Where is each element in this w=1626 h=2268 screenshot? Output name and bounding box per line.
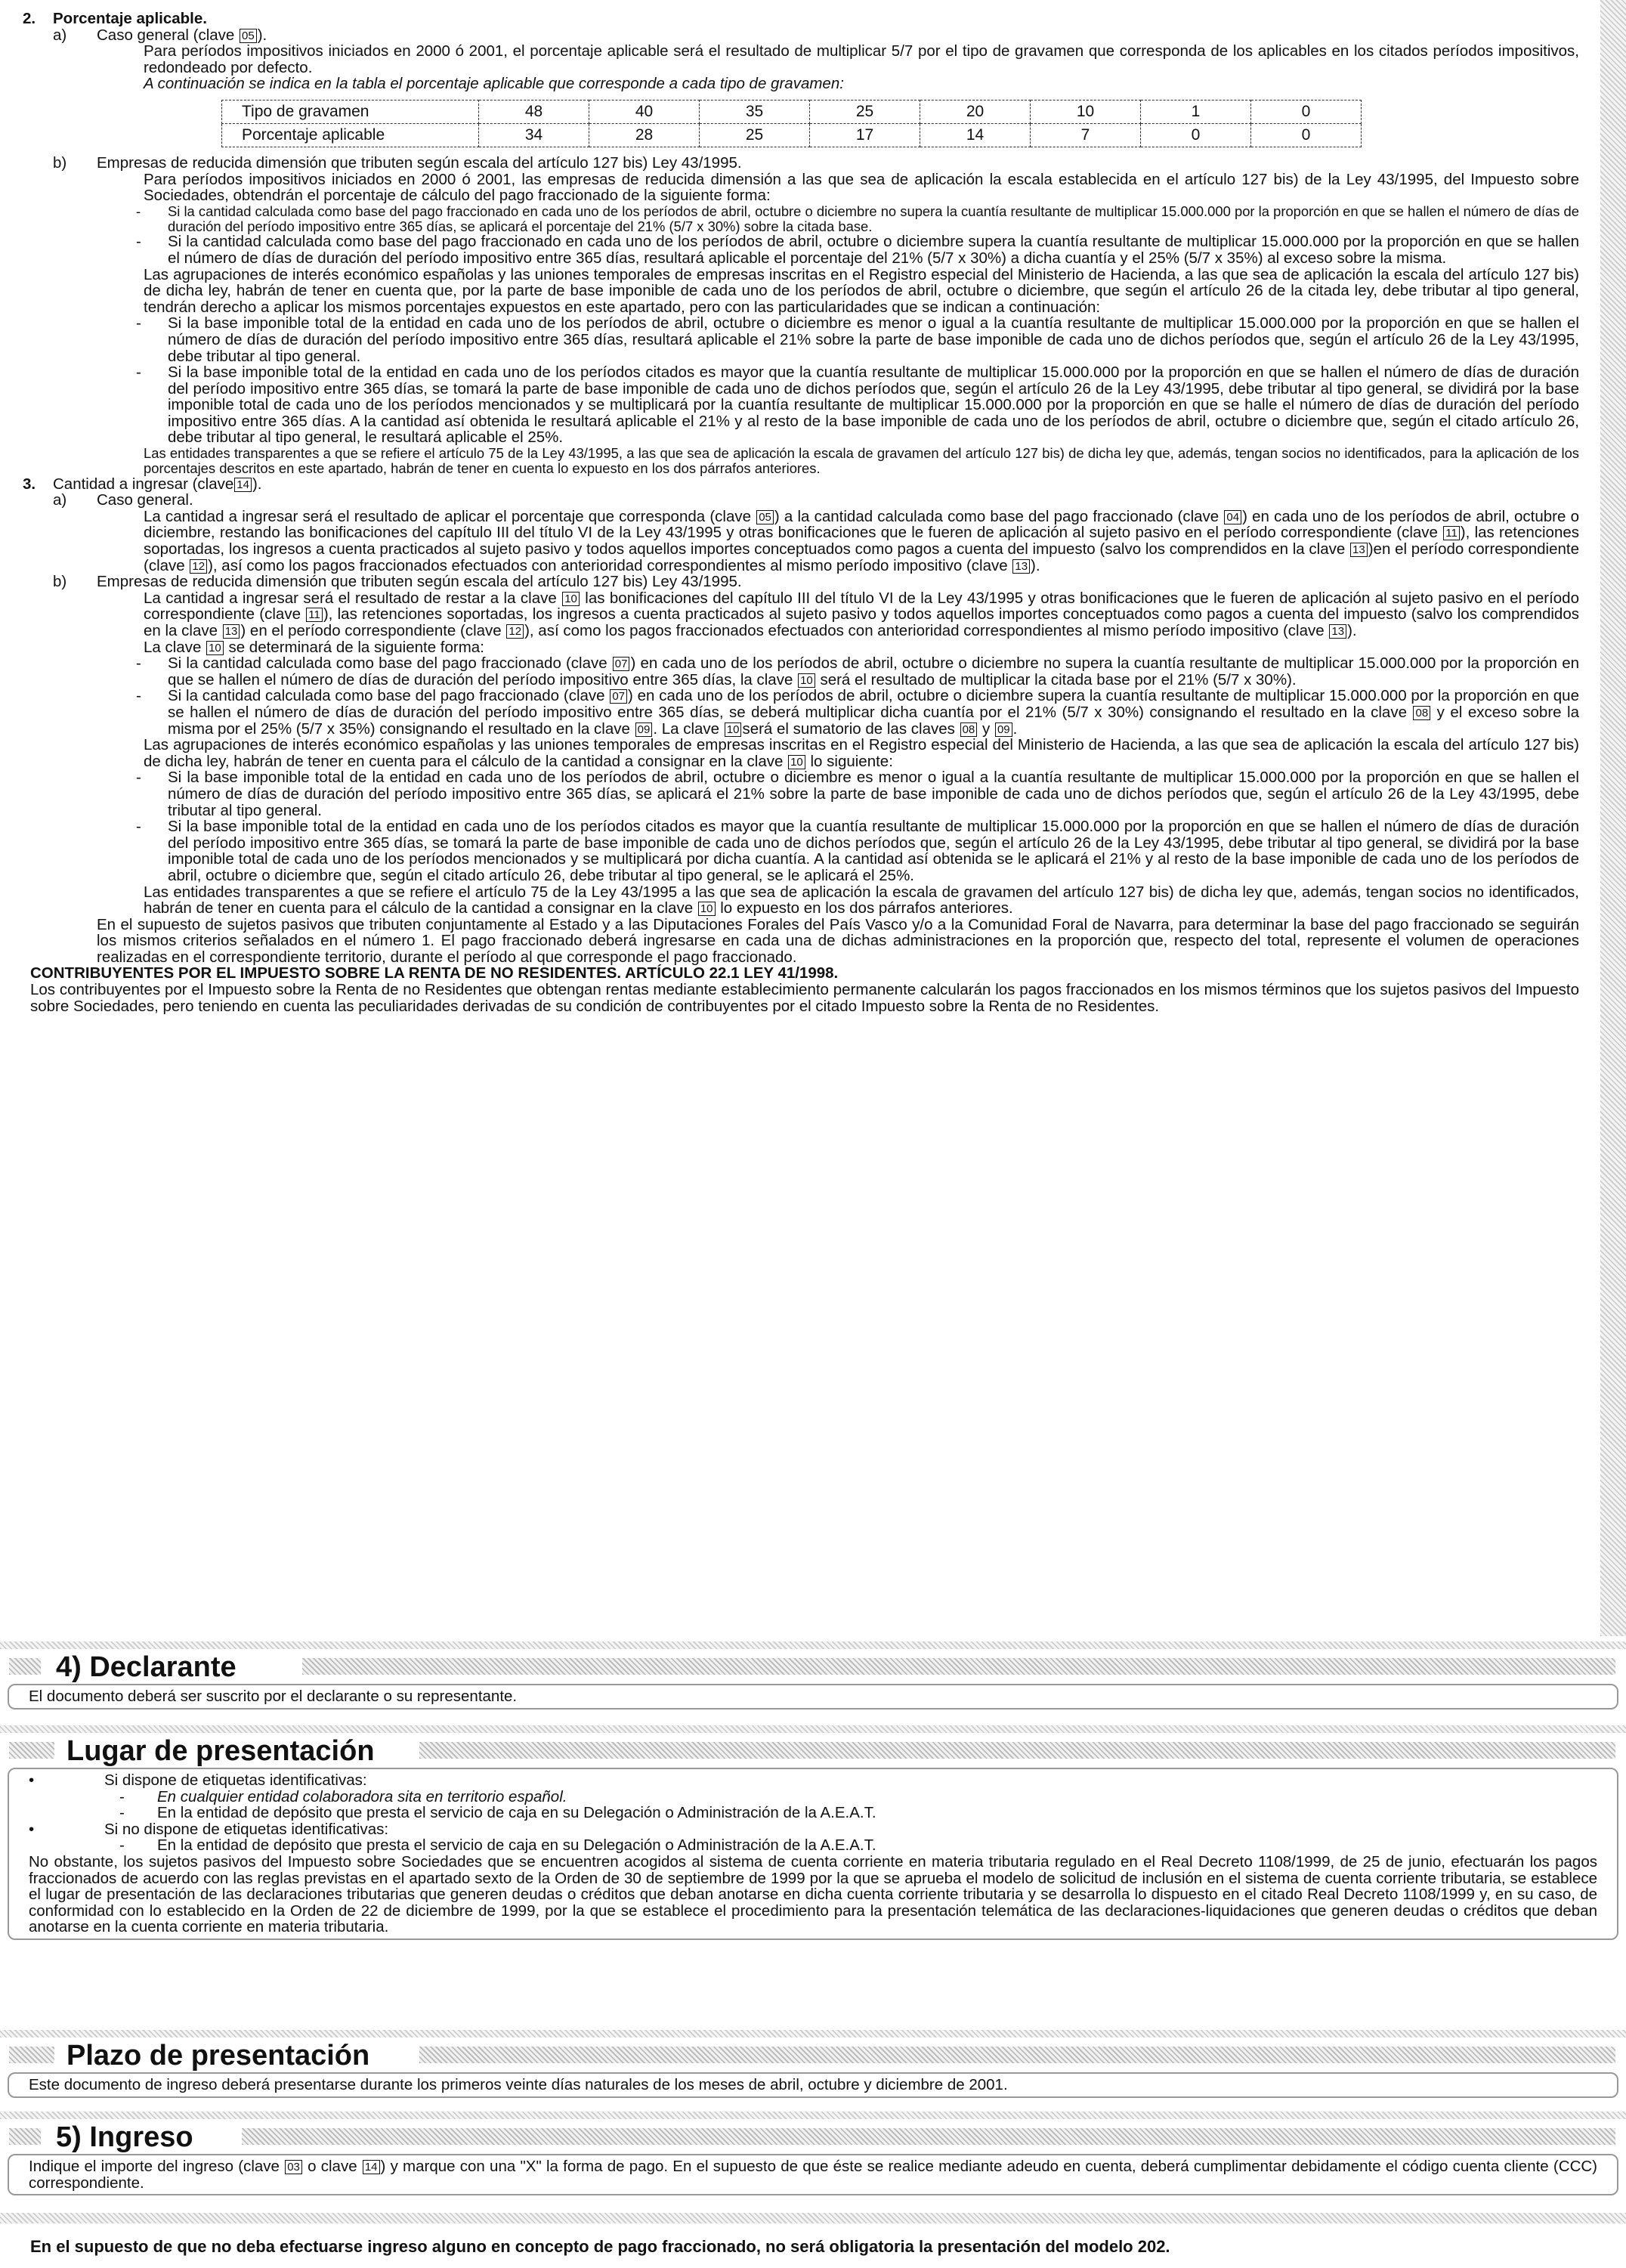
section-3a-title: Caso general. xyxy=(97,491,193,509)
paragraph: El documento deberá ser suscrito por el declarante o su representante. xyxy=(29,1688,518,1705)
table-cell: 35 xyxy=(700,100,810,123)
lugar-section xyxy=(0,1736,1626,1940)
section-body xyxy=(8,1768,1618,1940)
paragraph: La cantidad a ingresar será el resultado de restar a la clave 10 las bonificaciones del capítulo III del título VI de la Ley 43/1995 y otras bonificaciones que le fueren de aplicación al sujeto pasivo en el período correspondiente (clave 11 ), las retenciones soportadas, los ingresos a cuenta practicados al sujeto pasivo y todos aquellos importes conceptuados como pagos a cuenta del impuesto (salvo los comprendidos en la clave 13 ) en el período correspondiente (clave 12 ), así como los pagos fraccionados efectuados con anterioridad correspondientes al mismo período impositivo (clave 13 ). xyxy=(144,589,1579,639)
paragraph: Para períodos impositivos iniciados en 2000 ó 2001, las empresas de reducida dimensión a las que sea de aplicación la escala establecida en el artículo 127 bis) de la Ley 43/1995, del Impuesto sobre Sociedades, obtendrán el porcentaje de cálculo del pago fraccionado de la siguiente forma: xyxy=(144,170,1579,205)
nonresident-heading: CONTRIBUYENTES POR EL IMPUESTO SOBRE LA RENTA DE NO RESIDENTES. ARTÍCULO 22.1 LEY 41/1998. xyxy=(30,964,839,982)
plazo-section xyxy=(0,2041,1626,2098)
section-3a-heading xyxy=(23,492,1579,509)
section-2-title: Porcentaje aplicable. xyxy=(53,10,207,27)
list-item: - Si la base imponible total de la entidad en cada uno de los períodos citados es mayor que la cuantía resultante de multiplicar 15.000.000 por la proporción en que se hallen el número de días de duración del período impositivo entre 365 días, se tomará la parte de base imponible de cada uno de dichos períodos que, según el artículo 26 de la Ley 43/1995, debe tributar al tipo general, se dividirá por la base imponible total de cada uno de los períodos mencionados y se multiplicará por la cuantía resultante de multiplicar 15.000.000 por la proporción en que se halle el número de días de duración del período impositivo entre 365 días. A la cantidad así obtenida le resultará aplicable el 21% y al resto de la base imponible de cada uno de los períodos de abril, octubre o diciembre que, según el citado artículo 26, debe tributar al tipo general, le resultará aplicable el 25%. xyxy=(136,364,1579,447)
paragraph: A continuación se indica en la tabla el porcentaje aplicable que corresponde a cada tipo de gravamen: xyxy=(144,75,844,93)
key-box: 08 xyxy=(960,722,978,737)
paragraph: La clave 10 se determinará de la siguiente forma: xyxy=(144,638,484,656)
paragraph: Los contribuyentes por el Impuesto sobre la Renta de no Residentes que obtengan rentas mediante establecimiento permanente calcularán los pagos fraccionados en los mismos términos que los sujetos pasivos del Impuesto sobre Sociedades, pero teniendo en cuenta las peculiaridades derivadas de su condición de contribuyentes por el citado Impuesto sobre la Renta de no Residentes. xyxy=(30,981,1579,1015)
list-item: • Si dispone de etiquetas identificativas: xyxy=(29,1771,367,1789)
section-2b-heading xyxy=(23,155,1579,172)
key-box: 10 xyxy=(698,902,716,916)
key-box: 13 xyxy=(1350,543,1368,557)
key-box: 10 xyxy=(788,755,805,769)
section-title: Lugar de presentación xyxy=(59,1736,382,1766)
section-title: Plazo de presentación xyxy=(59,2041,377,2071)
key-box: 12 xyxy=(190,559,207,574)
table-row xyxy=(222,123,1362,147)
section-3-number: 3. xyxy=(23,475,36,493)
list-item: - Si la cantidad calculada como base del pago fraccionado (clave 07 ) en cada uno de los períodos de abril, octubre o diciembre no supera la cuantía resultante de multiplicar 15.000.000 por la proporción en que se hallen el número de días de duración del período impositivo entre 365 días, la clave 10 será el resultado de multiplicar la citada base por el 21% (5/7 x 30%). xyxy=(136,654,1579,688)
table-cell: 48 xyxy=(479,100,589,123)
key-box: 10 xyxy=(562,592,580,606)
table-cell: 10 xyxy=(1031,100,1141,123)
table-cell: 17 xyxy=(810,123,920,147)
list-item: - En la entidad de depósito que presta el servicio de caja en su Delegación o Administración de la A.E.A.T. xyxy=(119,1804,876,1822)
paragraph: En el supuesto de sujetos pasivos que tributen conjuntamente al Estado y a las Diputaciones Forales del País Vasco y/o a la Comunidad Foral de Navarra, para determinar la base del pago fraccionado se seguirán los mismos criterios señalados en el número 1. El pago fraccionado deberá ingresarse en cada una de dichas administraciones en la proporción que, respecto del total, represente el volumen de operaciones realizadas en el correspondiente territorio, durante el período al que corresponde el pago fraccionado. xyxy=(97,915,1579,966)
key-box: 13 xyxy=(1012,559,1030,574)
section-2b-title: Empresas de reducida dimensión que tributen según escala del artículo 127 bis) Ley 43/1995. xyxy=(97,153,742,172)
table-cell: 0 xyxy=(1251,100,1362,123)
section-3b-title: Empresas de reducida dimensión que tributen según escala del artículo 127 bis) Ley 43/1995. xyxy=(97,573,742,591)
list-item: - En cualquier entidad colaboradora sita en territorio español. xyxy=(119,1787,567,1805)
section-title: 4) Declarante xyxy=(48,1652,244,1682)
declarante-section xyxy=(0,1652,1626,1710)
key-box: 12 xyxy=(506,624,524,639)
key-box: 05 xyxy=(756,510,774,524)
key-box: 11 xyxy=(306,608,323,622)
letter-a: a) xyxy=(53,26,67,44)
key-box: 07 xyxy=(610,689,627,704)
section-title: 5) Ingreso xyxy=(48,2122,201,2152)
key-box: 13 xyxy=(223,624,240,639)
rates-table xyxy=(221,100,1362,147)
list-item: - Si la base imponible total de la entidad en cada uno de los períodos citados es mayor que la cuantía resultante de multiplicar 15.000.000 por la proporción en que se hallen el número de días de duración del período impositivo entre 365 días, se tomará la parte de base imponible de cada uno de dichos períodos que, según el artículo 26 de la Ley 43/1995, debe tributar al tipo general, se dividirá por la base imponible total de cada uno de los períodos mencionados y se multiplicará por dicha cuantía. A la cantidad así obtenida se le aplicará el 21% y al resto de la base imponible de cada uno de los períodos de abril, octubre o diciembre que, según el citado artículo 26, debe tributar al tipo general, se le aplicará el 25%. xyxy=(136,818,1579,884)
letter-a: a) xyxy=(53,491,67,509)
section-body xyxy=(8,2072,1618,2098)
paragraph: La cantidad a ingresar será el resultado de aplicar el porcentaje que corresponda (clave 05 ) a la cantidad calculada como base del pago fraccionado (clave 04 ) en cada uno de los períodos de abril, octubre o diciembre, restando las bonificaciones del capítulo III del título VI de la Ley 43/1995 y otras bonificaciones que le fueren de aplicación al sujeto pasivo en el período correspondiente (clave 11 ), las retenciones soportadas, los ingresos a cuenta practicados al sujeto pasivo y todos aquellos importes conceptuados como pagos a cuenta del impuesto (salvo los comprendidos en la clave 13 )en el período correspondiente (clave 12 ), así como los pagos fraccionados efectuados con anterioridad correspondientes al mismo período impositivo (clave 13 ). xyxy=(144,507,1580,574)
key-box: 10 xyxy=(206,641,224,655)
table-cell: 0 xyxy=(1251,123,1362,147)
paragraph: Las agrupaciones de interés económico españolas y las uniones temporales de empresas inscritas en el Registro especial del Ministerio de Hacienda, a las que sea de aplicación la escala del artículo 127 bis) de dicha ley, habrán de tener en cuenta que, por la parte de base imponible de cada uno de los períodos de abril, octubre o diciembre, que según el artículo 26 de la citada ley, debe tributar al tipo general, tendrán derecho a aplicar los mismos porcentajes expuestos en este apartado, pero con las particularidades que se indican a continuación: xyxy=(144,265,1579,316)
letter-b: b) xyxy=(53,573,67,591)
table-cell: 25 xyxy=(810,100,920,123)
ingreso-section xyxy=(0,2122,1626,2195)
paragraph: Este documento de ingreso deberá presentarse durante los primeros veinte días naturales de los meses de abril, octubre y diciembre de 2001. xyxy=(29,2076,1008,2093)
key-box: 14 xyxy=(234,478,252,492)
table-cell: 0 xyxy=(1141,123,1251,147)
section-2a-heading xyxy=(23,27,1579,44)
table-row xyxy=(222,100,1362,123)
list-item: - Si la cantidad calculada como base del pago fraccionado en cada uno de los períodos de abril, octubre o diciembre supera la cuantía resultante de multiplicar 15.000.000 por la proporción en que se hallen el número de días de duración del período impositivo entre 365 días, resultará aplicable el porcentaje del 21% (5/7 x 30%) a dicha cuantía y el 25% (5/7 x 35%) al exceso sobre la misma. xyxy=(136,233,1579,267)
table-cell: 7 xyxy=(1031,123,1141,147)
key-box: 14 xyxy=(363,2160,380,2174)
list-item: - Si la base imponible total de la entidad en cada uno de los períodos de abril, octubre o diciembre es menor o igual a la cuantía resultante de multiplicar 15.000.000 por la proporción en que se hallen el número de días de duración del período impositivo entre 365 días, se aplicará el 21% sobre la parte de base imponible de cada uno de dichos períodos que, según el artículo 26 de la Ley 43/1995, debe tributar al tipo general. xyxy=(136,769,1579,819)
table-row-label: Tipo de gravamen xyxy=(222,100,479,123)
table-cell: 20 xyxy=(920,100,1031,123)
paragraph: Las entidades transparentes a que se refiere el artículo 75 de la Ley 43/1995, a las que sea de aplicación la escala de gravamen del artículo 127 bis) de dicha ley que, además, tengan socios no identificados, para la aplicación de los porcentajes descritos en este apartado, habrán de tener en cuenta lo expuesto en los dos párrafos anteriores. xyxy=(144,445,1579,476)
instructions-body xyxy=(23,11,1579,1014)
list-item: - En la entidad de depósito que presta el servicio de caja en su Delegación o Administración de la A.E.A.T. xyxy=(119,1836,876,1855)
section-body xyxy=(8,1684,1618,1710)
key-box: 07 xyxy=(613,657,630,671)
list-item: • Si no dispone de etiquetas identificativas: xyxy=(29,1820,389,1838)
letter-b: b) xyxy=(53,153,67,172)
footer-note: En el supuesto de que no deba efectuarse ingreso alguno en concepto de pago fraccionado, no será obligatoria la presentación del modelo 202. xyxy=(30,2237,1170,2256)
table-cell: 25 xyxy=(700,123,810,147)
key-box: 05 xyxy=(240,29,257,43)
paragraph: Para períodos impositivos iniciados en 2000 ó 2001, el porcentaje aplicable será el resultado de multiplicar 5/7 por el tipo de gravamen que corresponda de los aplicables en los citados períodos impositivos, redondeado por defecto. xyxy=(144,42,1579,76)
table-cell: 28 xyxy=(589,123,700,147)
table-cell: 14 xyxy=(920,123,1031,147)
section-2-heading xyxy=(23,11,1579,27)
section-3-heading xyxy=(23,476,1579,493)
section-body: Indique el importe del ingreso (clave 03 o clave 14 ) y marque con una "X" la forma de pago. En el supuesto de que éste se realice mediante adeudo en cuenta, deberá cumplimentar debidamente el código cuenta cliente (CCC) correspondiente. xyxy=(8,2154,1618,2195)
list-item: - Si la cantidad calculada como base del pago fraccionado en cada uno de los períodos de abril, octubre o diciembre no supera la cuantía resultante de multiplicar 15.000.000 por la proporción en que se hallen el número de días de duración del período impositivo entre 365 días, se aplicará el porcentaje del 21% (5/7 x 30%) sobre la citada base. xyxy=(136,203,1579,234)
key-box: 09 xyxy=(635,722,653,737)
table-cell: 1 xyxy=(1141,100,1251,123)
list-item: - Si la base imponible total de la entidad en cada uno de los períodos de abril, octubre o diciembre es menor o igual a la cuantía resultante de multiplicar 15.000.000 por la proporción en que se hallen el número de días de duración del período impositivo entre 365 días, resultará aplicable el 21% sobre la parte de base imponible de cada uno de dichos períodos que, según el artículo 26 de la Ley 43/1995, debe tributar al tipo general. xyxy=(136,314,1579,365)
paragraph: Las entidades transparentes a que se refiere el artículo 75 de la Ley 43/1995 a las que sea de aplicación la escala de gravamen del artículo 127 bis) de dicha ley que, además, tengan socios no identificados, habrán de tener en cuenta para el cálculo de la cantidad a consignar en la clave 10 lo expuesto en los dos párrafos anteriores. xyxy=(144,883,1579,917)
table-row-label: Porcentaje aplicable xyxy=(222,123,479,147)
paragraph: Las agrupaciones de interés económico españolas y las uniones temporales de empresas inscritas en el Registro especial del Ministerio de Hacienda, a las que sea de aplicación la escala del artículo 127 bis) de dicha ley, habrán de tener en cuenta para el cálculo de la cantidad a consignar en la clave 10 lo siguiente: xyxy=(144,736,1579,770)
table-cell: 40 xyxy=(589,100,700,123)
paragraph: No obstante, los sujetos pasivos del Impuesto sobre Sociedades que se encuentren acogidos al sistema de cuenta corriente en materia tributaria regulado en el Real Decreto 1108/1999, de 25 de junio, efectuarán los pagos fraccionados de acuerdo con las reglas previstas en el apartado sexto de la Orden de 30 de septiembre de 1999 por la que se aprueba el modelo de solicitud de inclusión en el sistema de cuenta corriente tributaria, se establece el lugar de presentación de las declaraciones tributarias que generen deudas o créditos que deban anotarse en dicha cuenta corriente tributaria y se desarrolla lo dispuesto en el citado Real Decreto 1108/1999 y, en su caso, de conformidad con lo establecido en la Orden de 22 de diciembre de 1999, por la que se establece el procedimiento para la presentación telemática de las declaraciones-liquidaciones que generen deudas o créditos que deban anotarse en la cuenta corriente en materia tributaria. xyxy=(29,1852,1597,1936)
section-2a-title: Caso general (clave 05 ). xyxy=(97,26,267,44)
key-box: 10 xyxy=(725,722,742,737)
section-3b-heading xyxy=(23,574,1579,590)
key-box: 10 xyxy=(798,673,815,688)
decorative-stripe xyxy=(1600,0,1626,1636)
section-3-title: Cantidad a ingresar (clave 14 ). xyxy=(53,475,262,493)
key-box: 11 xyxy=(1443,526,1460,540)
key-box: 08 xyxy=(1413,706,1430,720)
key-box: 03 xyxy=(285,2160,302,2174)
section-2-number: 2. xyxy=(23,10,36,27)
list-item: - Si la cantidad calculada como base del pago fraccionado (clave 07 ) en cada uno de los períodos de abril, octubre o diciembre supera la cuantía resultante de multiplicar 15.000.000 por la proporción en que se hallen el número de días de duración del período impositivo entre 365 días, se deberá multiplicar dicha cuantía por el 21% (5/7 x 30%) consignando el resultado en la clave 08 y el exceso sobre la misma por el 25% (5/7 x 35%) consignando el resultado en la clave 09 . La clave 10 será el sumatorio de las claves 08 y 09 . xyxy=(136,687,1580,738)
key-box: 13 xyxy=(1329,624,1346,639)
key-box: 09 xyxy=(995,722,1012,737)
table-cell: 34 xyxy=(479,123,589,147)
key-box: 04 xyxy=(1224,510,1241,524)
